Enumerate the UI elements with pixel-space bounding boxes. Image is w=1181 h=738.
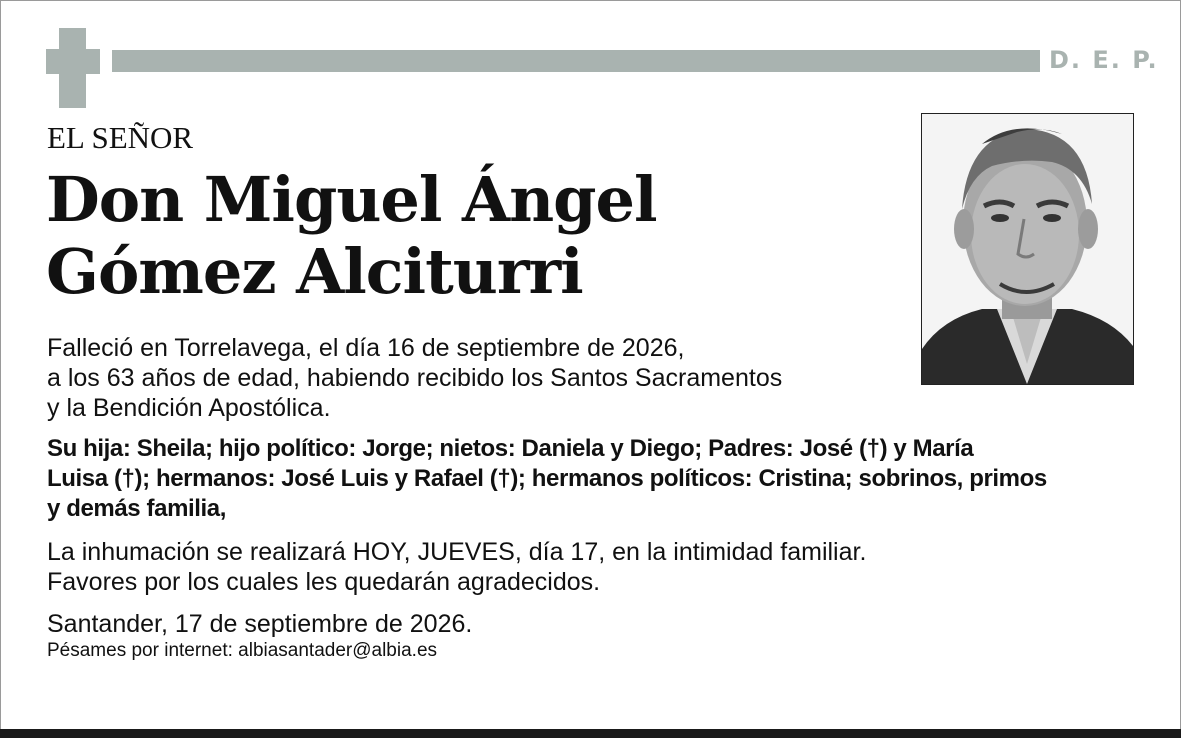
death-notice-line-2: a los 63 años de edad, habiendo recibido los Santos Sacramentos [47,364,783,392]
burial-line-1: La inhumación se realizará HOY, JUEVES, día 17, en la intimidad familiar. [47,538,867,566]
condolences: Pésames por internet: albiasantader@albia.es [47,640,438,661]
name-line-2: Gómez Alciturri [46,235,583,308]
bottom-bar [0,729,1181,738]
dep-label: D. E. P. [1049,46,1159,74]
death-notice-line-1: Falleció en Torrelavega, el día 16 de septiembre de 2026, [47,334,685,362]
honorific: EL SEÑOR [47,120,194,155]
family-line-2: Luisa (†); hermanos: José Luis y Rafael (†); hermanos políticos: Cristina; sobrinos, primos [47,465,1047,492]
burial-notice [47,537,866,597]
cross-icon [46,28,100,108]
family-list [47,434,1047,524]
name-line-1: Don Miguel Ángel [46,163,657,236]
portrait-illustration [922,114,1133,384]
place-date: Santander, 17 de septiembre de 2026. [47,610,473,638]
family-line-3: y demás familia, [47,495,227,522]
death-notice [47,333,782,423]
burial-line-2: Favores por los cuales les quedarán agradecidos. [47,568,601,596]
portrait-photo [921,113,1134,385]
family-line-1: Su hija: Sheila; hijo político: Jorge; nietos: Daniela y Diego; Padres: José (†) y María [47,435,974,462]
deceased-name [46,164,657,308]
death-notice-line-3: y la Bendición Apostólica. [47,394,331,422]
header-rule [112,50,1040,72]
